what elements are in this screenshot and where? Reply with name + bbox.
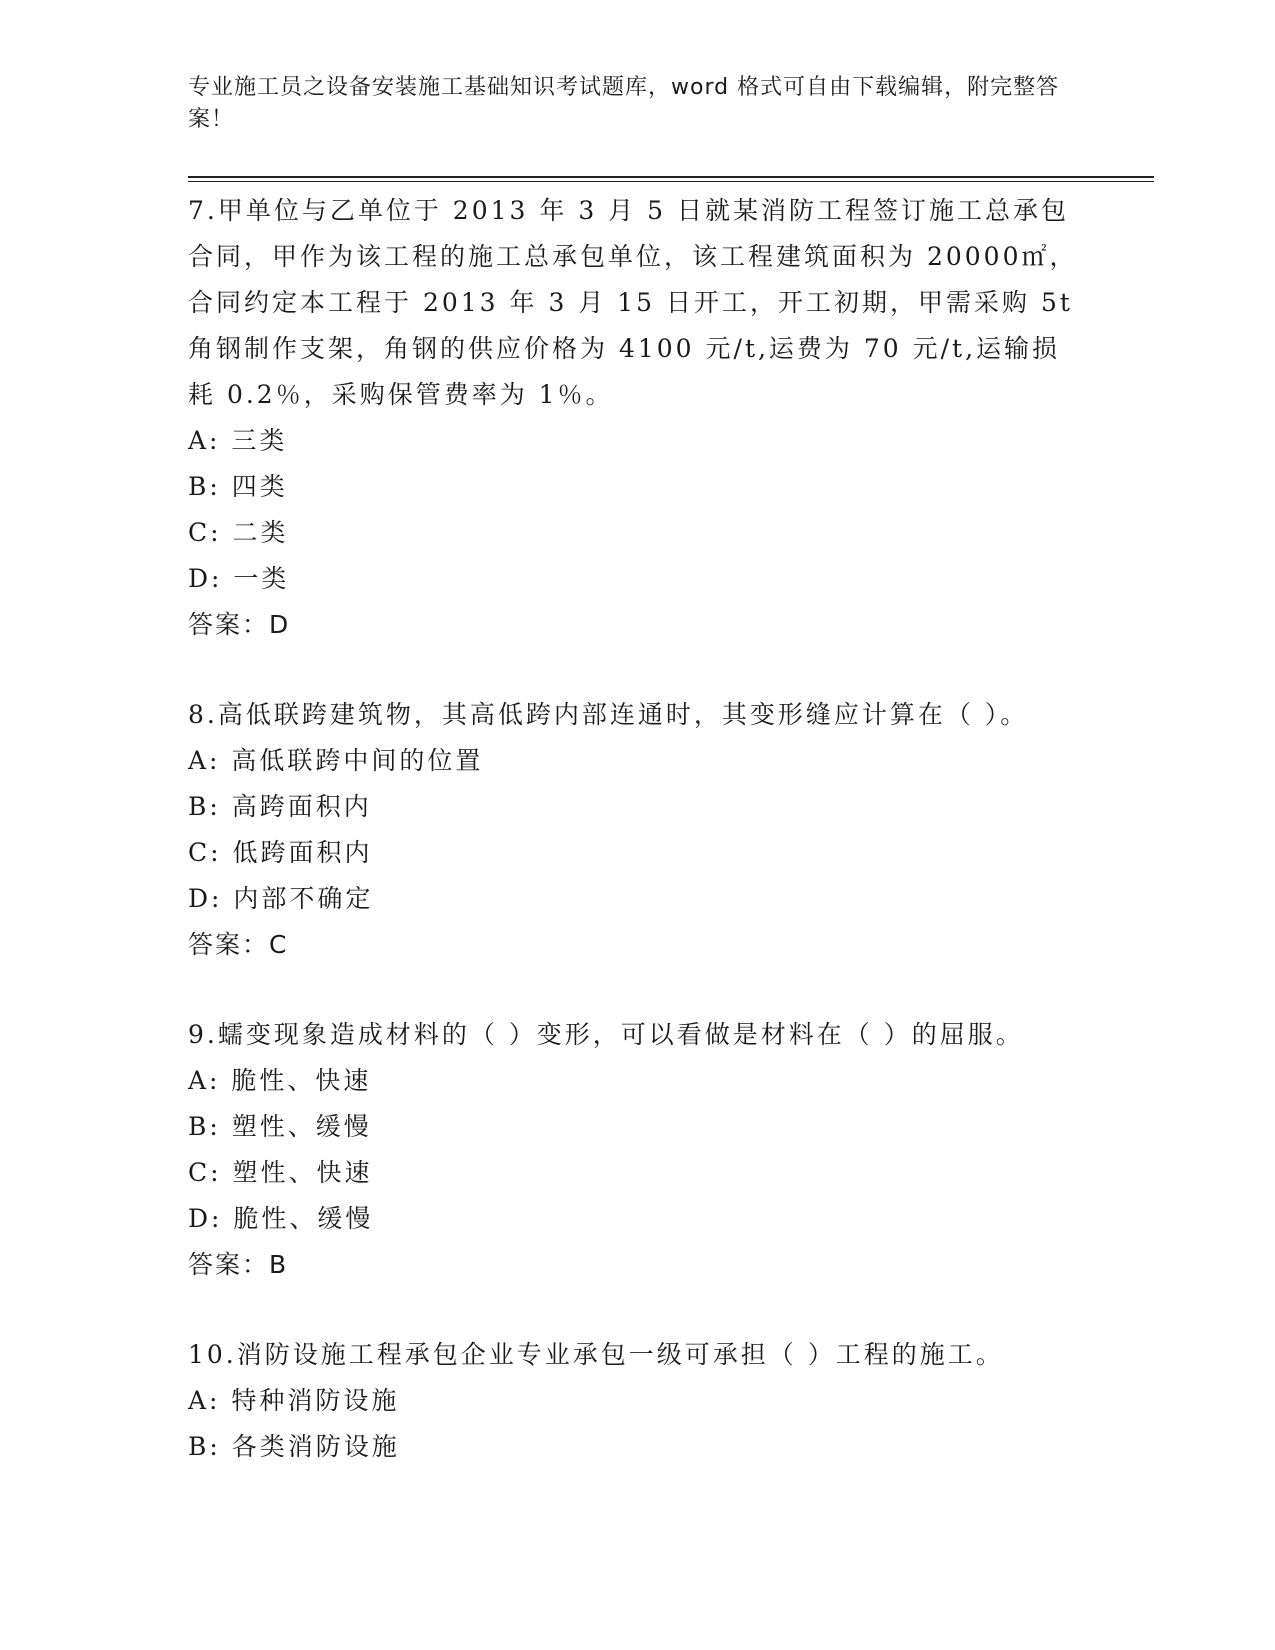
option-b: B: 四类 [188, 472, 288, 501]
option-d: D: 内部不确定 [188, 884, 374, 913]
question-7 [188, 188, 1088, 648]
option-d: D: 一类 [188, 564, 290, 593]
question-stem: 8.高低联跨建筑物，其高低跨内部连通时，其变形缝应计算在（ ）。 [188, 700, 1029, 729]
question-stem: 7.甲单位与乙单位于 2013 年 3 月 5 日就某消防工程签订施工总承包合同，甲作为该工程的施工总承包单位，该工程建筑面积为 20000㎡，合同约定本工程于 2013 年 3 月 15 日开工，开工初期，甲需采购 5t 角钢制作支架，角钢的供应价格为 4100 元/t,运费为 70 元/t,运输损耗 0.2％，采购保管费率为 1％。 [188, 196, 1078, 409]
option-a: A: 三类 [188, 426, 288, 455]
option-b: B: 塑性、缓慢 [188, 1112, 372, 1141]
question-9 [188, 1012, 1088, 1288]
option-d: D: 脆性、缓慢 [188, 1204, 374, 1233]
question-8 [188, 692, 1088, 968]
answer-line: 答案：C [188, 930, 289, 959]
option-a: A: 脆性、快速 [188, 1066, 372, 1095]
question-stem: 10.消防设施工程承包企业专业承包一级可承担（ ）工程的施工。 [188, 1340, 1004, 1369]
answer-line: 答案：B [188, 1250, 289, 1279]
header-divider-thin [188, 181, 1154, 182]
question-10 [188, 1332, 1088, 1470]
option-a: A: 高低联跨中间的位置 [188, 746, 484, 775]
option-a: A: 特种消防设施 [188, 1386, 400, 1415]
option-c: C: 二类 [188, 518, 289, 547]
header-divider-thick [188, 176, 1154, 178]
option-b: B: 高跨面积内 [188, 792, 372, 821]
option-c: C: 低跨面积内 [188, 838, 373, 867]
answer-line: 答案：D [188, 610, 291, 639]
option-c: C: 塑性、快速 [188, 1158, 373, 1187]
option-b: B: 各类消防设施 [188, 1432, 400, 1461]
question-list [188, 188, 1088, 1470]
question-stem: 9.蠕变现象造成材料的（ ）变形，可以看做是材料在（ ）的屈服。 [188, 1020, 1024, 1049]
document-header: 专业施工员之设备安装施工基础知识考试题库，word 格式可自由下载编辑，附完整答案！ [188, 75, 1060, 132]
